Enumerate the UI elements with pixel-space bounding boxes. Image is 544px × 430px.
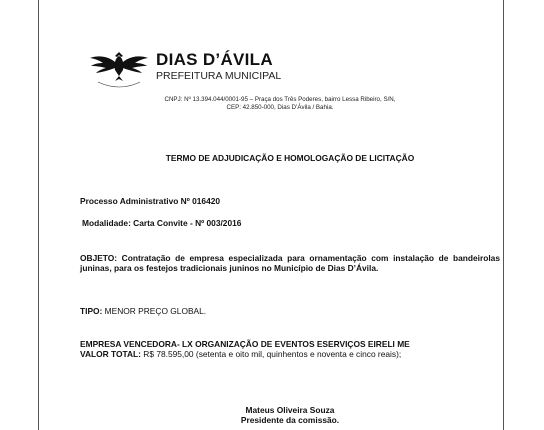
tipo-line [80,306,500,316]
address-block [100,96,460,112]
eagle-logo-icon [88,46,150,90]
address-line-1: CNPJ: Nº 13.394.044/0001-95 – Praça dos Três Poderes, bairro Lessa Ribeiro, S/N, [164,96,396,103]
brand-subtitle: PREFEITURA MUNICIPAL [156,70,282,82]
signer-name: Mateus Oliveira Souza [245,405,335,415]
empresa-line: EMPRESA VENCEDORA- LX ORGANIZAÇÃO DE EVENTOS ESERVIÇOS EIRELI ME [80,339,410,349]
letterhead [88,46,468,86]
signer-role: Presidente da comissão. [240,415,340,425]
objeto-paragraph [80,253,500,273]
objeto-label: OBJETO: [80,253,118,263]
valor-label: VALOR TOTAL: [80,349,141,359]
valor-text: R$ 78.595,00 (setenta e oito mil, quinhentos e noventa e cinco reais); [143,349,402,359]
address-line-2: CEP: 42.850-000, Dias D’Ávila / Bahia. [226,104,334,111]
processo-line: Processo Administrativo Nº 016420 [80,196,221,206]
tipo-text: MENOR PREÇO GLOBAL. [104,306,207,316]
objeto-text: Contratação de empresa especializada para ornamentação com instalação de bandeirolas juninas, para os festejos tradicionais juninos no Município de Dias D’Ávila. [80,253,500,273]
tipo-label: TIPO: [80,306,103,316]
brand-title: DIAS D’ÁVILA [156,50,273,69]
modalidade-line: Modalidade: Carta Convite - Nº 003/2016 [82,218,242,228]
valor-line [80,349,500,359]
document-title: TERMO DE ADJUDICAÇÃO E HOMOLOGAÇÃO DE LICITAÇÃO [165,153,415,163]
